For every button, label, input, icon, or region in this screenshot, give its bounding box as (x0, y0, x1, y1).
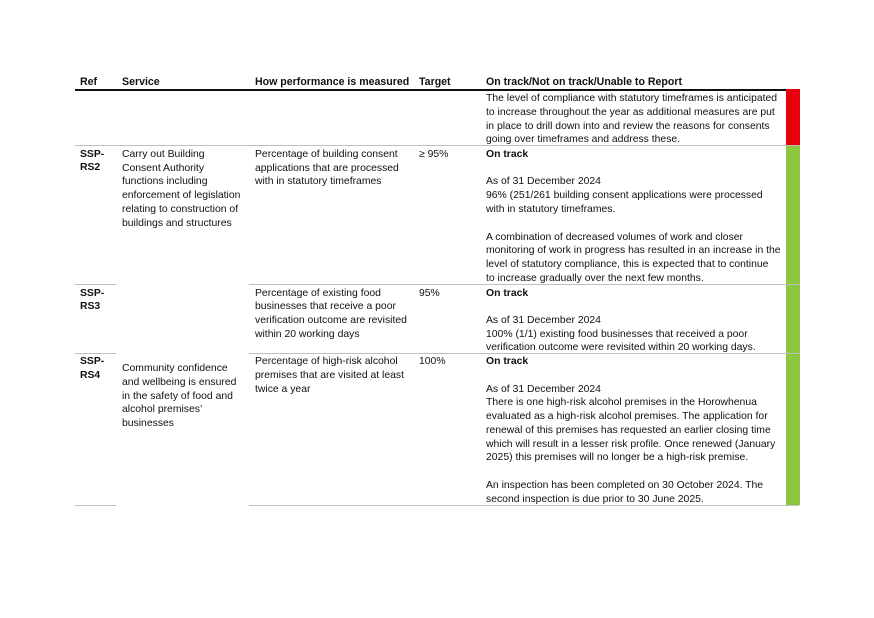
row1-status-line: to increase gradually over the next few months. (486, 273, 704, 284)
status-bar-row2 (786, 284, 800, 353)
header-measure: How performance is measured (255, 76, 410, 88)
row2-measure-line: Percentage of existing food (255, 288, 381, 299)
row1-status-line: with in statutory timeframes. (486, 204, 616, 215)
row-divider (249, 353, 799, 354)
row3-target: 100% (419, 356, 446, 367)
row-divider (75, 145, 799, 146)
row3-status-line: which will result in a lesser risk profile. Once renewed (January (486, 439, 776, 450)
row2-status-line: 100% (1/1) existing food businesses that received a poor (486, 329, 748, 340)
row2-measure-line: verification outcome are revisited (255, 315, 407, 326)
row-divider (75, 505, 116, 506)
row1-service-line: enforcement of legislation (122, 190, 241, 201)
row2-measure-line: businesses that receive a poor (255, 301, 396, 312)
status-bar-row1 (786, 145, 800, 284)
row1-status-line: 96% (251/261 building consent applications were processed (486, 190, 763, 201)
row3-status-title: On track (486, 356, 529, 367)
row3-status-line: evaluated as a high-risk alcohol premises. The application for (486, 411, 768, 422)
header-target: Target (419, 76, 451, 88)
row1-target: ≥ 95% (419, 149, 449, 160)
row2-status-line: As of 31 December 2024 (486, 315, 601, 326)
row1-service-line: relating to construction of (122, 204, 239, 215)
row1-measure-line: Percentage of building consent (255, 149, 398, 160)
row1-measure-line: applications that are processed (255, 163, 399, 174)
row2-status-line: verification outcome were revisited within 20 working days. (486, 342, 756, 353)
row3-ref: SSP- (80, 356, 105, 367)
row3-status-line: renewal of this premises has requested an earlier closing time (486, 425, 771, 436)
row2-target: 95% (419, 288, 440, 299)
row1-status-line: monitoring of work in progress has resulted in an increase in the (486, 245, 781, 256)
row-divider (249, 284, 799, 285)
row3-status-line: second inspection is due prior to 30 June 2025. (486, 494, 704, 505)
row2-ref: SSP- (80, 288, 105, 299)
row-divider (249, 505, 799, 506)
row1-service-line: functions including (122, 176, 208, 187)
header-underline (75, 89, 799, 91)
row1-ref: RS2 (80, 162, 101, 173)
row1-service-line: buildings and structures (122, 218, 232, 229)
row0-status-line: going over timeframes and address these. (486, 134, 681, 145)
row3-measure-line: twice a year (255, 384, 311, 395)
row3-status-line: An inspection has been completed on 30 October 2024. The (486, 480, 764, 491)
row1-service-line: Consent Authority (122, 163, 205, 174)
header-service: Service (122, 76, 160, 88)
row2-measure-line: within 20 working days (255, 329, 360, 340)
row3-service-line: businesses (122, 418, 174, 429)
header-ref: Ref (80, 76, 98, 88)
status-bar-row0 (786, 89, 800, 145)
row3-status-line: 2025) this premises will no longer be a high-risk premise. (486, 452, 749, 463)
row3-service-line: Community confidence (122, 363, 228, 374)
row2-status-title: On track (486, 288, 529, 299)
row3-ref: RS4 (80, 370, 101, 381)
row3-service-line: alcohol premises’ (122, 404, 203, 415)
row3-measure-line: Percentage of high-risk alcohol (255, 356, 398, 367)
header-status: On track/Not on track/Unable to Report (486, 76, 683, 88)
row0-status-line: to increase throughout the year as additional measures are put (486, 107, 775, 118)
row1-ref: SSP- (80, 149, 105, 160)
row3-service-line: in the safety of food and (122, 391, 233, 402)
row3-status-line: There is one high-risk alcohol premises in the Horowhenua (486, 397, 757, 408)
row0-status-line: The level of compliance with statutory timeframes is anticipated (486, 93, 778, 104)
row2-ref: RS3 (80, 301, 101, 312)
row-divider (75, 353, 116, 354)
row1-status-line: As of 31 December 2024 (486, 176, 601, 187)
row1-service-line: Carry out Building (122, 149, 205, 160)
status-bar-row3 (786, 353, 800, 505)
row-divider (75, 284, 116, 285)
row1-status-title: On track (486, 149, 529, 160)
row3-measure-line: premises that are visited at least (255, 370, 405, 381)
row0-status-line: in place to drill down into and review the reasons for consents (486, 121, 770, 132)
row3-service-line: and wellbeing is ensured (122, 377, 237, 388)
row1-status-line: level of statutory compliance, this is expected that to continue (486, 259, 769, 270)
row1-measure-line: with in statutory timeframes (255, 176, 382, 187)
row3-status-line: As of 31 December 2024 (486, 384, 601, 395)
row1-status-line: A combination of decreased volumes of work and closer (486, 232, 744, 243)
